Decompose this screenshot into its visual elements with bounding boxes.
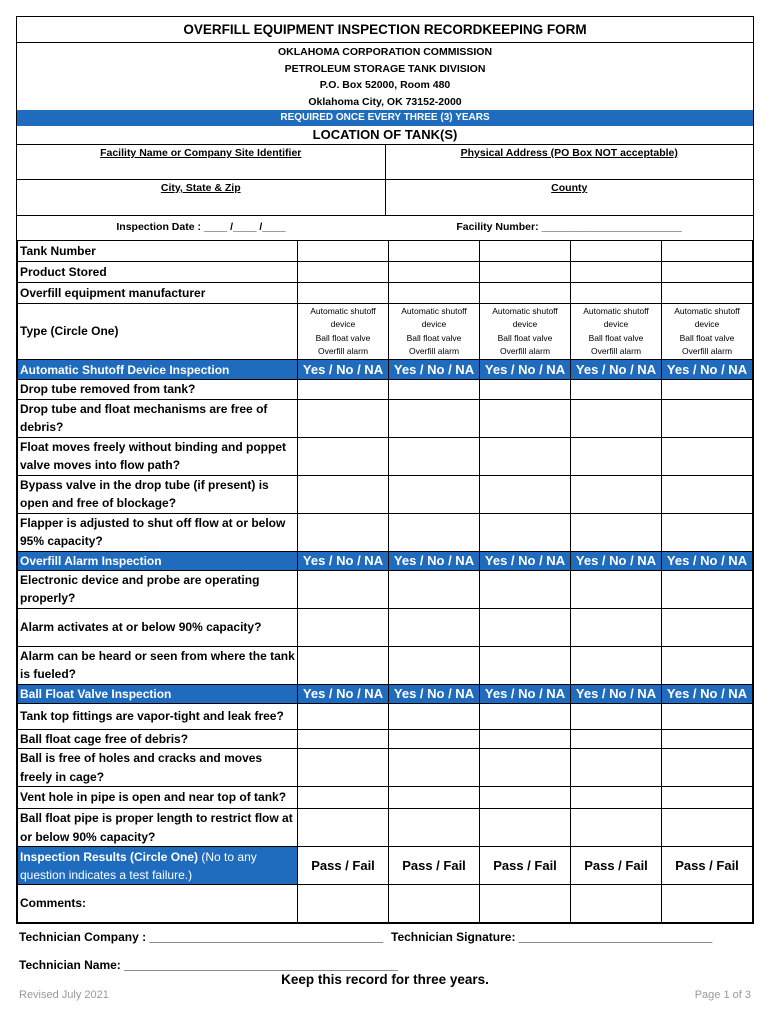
table-row [18, 787, 753, 809]
tank-cell[interactable] [298, 513, 389, 551]
table-row [18, 283, 753, 304]
facility-number-field[interactable]: Facility Number: ________________________ [456, 221, 682, 233]
table-row [18, 551, 753, 570]
tank-number-label: Tank Number [18, 241, 298, 262]
results-title: Inspection Results (Circle One) [20, 849, 199, 864]
ball-float-valve-option[interactable]: Ball float valve [588, 332, 644, 343]
tank-cell[interactable] [298, 241, 389, 262]
tank-cell[interactable] [662, 437, 753, 475]
tank-cell[interactable] [480, 749, 571, 787]
ball-float-valve-option[interactable]: Ball float valve [497, 332, 553, 343]
tank-cell[interactable] [662, 646, 753, 684]
tank-cell[interactable] [389, 787, 480, 809]
tank-cell[interactable] [662, 608, 753, 646]
tank-cell[interactable] [480, 729, 571, 749]
tank-cell[interactable] [480, 646, 571, 684]
table-row [18, 684, 753, 703]
keep-record-note: Keep this record for three years. [281, 972, 489, 987]
tank-cell[interactable] [389, 475, 480, 513]
tank-cell[interactable] [298, 809, 389, 847]
yes-no-na-option[interactable]: Yes / No / NA [662, 684, 753, 703]
table-row [18, 749, 753, 787]
tank-cell[interactable] [571, 885, 662, 923]
org-block [17, 43, 753, 110]
type-options-cell[interactable] [571, 304, 662, 360]
inspection-form [16, 16, 754, 924]
tank-cell[interactable] [389, 283, 480, 304]
tank-cell[interactable] [662, 885, 753, 923]
tank-cell[interactable] [662, 809, 753, 847]
automatic-shutoff-option[interactable]: Automatic shutoff device [674, 305, 740, 329]
table-row [18, 646, 753, 684]
automatic-shutoff-option[interactable]: Automatic shutoff device [310, 305, 376, 329]
org-line: Oklahoma City, OK 73152-2000 [308, 95, 462, 108]
overfill-alarm-section-title: Overfill Alarm Inspection [18, 551, 298, 570]
physical-address-field[interactable]: Physical Address (PO Box NOT acceptable) [385, 145, 754, 179]
inspection-question: Ball float pipe is proper length to restrict flow at or below 90% capacity? [18, 809, 298, 847]
table-row [18, 809, 753, 847]
type-options-cell[interactable] [662, 304, 753, 360]
table-row [18, 241, 753, 262]
tank-cell[interactable] [298, 608, 389, 646]
county-field[interactable]: County [385, 180, 754, 215]
tank-cell[interactable] [662, 283, 753, 304]
automatic-shutoff-option[interactable]: Automatic shutoff device [401, 305, 467, 329]
tank-cell[interactable] [298, 885, 389, 923]
comments-label: Comments: [18, 885, 298, 923]
tank-cell[interactable] [389, 608, 480, 646]
tank-cell[interactable] [571, 703, 662, 729]
technician-company-field[interactable]: Technician Company : ___________________________________ [19, 930, 384, 944]
results-note: (No to any question indicates a test failure.) [20, 849, 257, 882]
tank-cell[interactable] [571, 399, 662, 437]
yes-no-na-option[interactable]: Yes / No / NA [389, 360, 480, 380]
tank-cell[interactable] [571, 380, 662, 400]
tank-cell[interactable] [298, 437, 389, 475]
tank-cell[interactable] [662, 262, 753, 283]
tank-cell[interactable] [480, 513, 571, 551]
tank-cell[interactable] [662, 380, 753, 400]
tank-cell[interactable] [571, 570, 662, 608]
tank-cell[interactable] [480, 437, 571, 475]
pass-fail-option[interactable]: Pass / Fail [571, 847, 662, 885]
yes-no-na-option[interactable]: Yes / No / NA [298, 551, 389, 570]
table-row [18, 885, 753, 923]
tank-cell[interactable] [571, 729, 662, 749]
yes-no-na-option[interactable]: Yes / No / NA [571, 684, 662, 703]
inspection-question: Flapper is adjusted to shut off flow at or below 95% capacity? [18, 513, 298, 551]
tank-cell[interactable] [662, 399, 753, 437]
tank-cell[interactable] [298, 703, 389, 729]
table-row [18, 475, 753, 513]
table-row [18, 380, 753, 400]
manufacturer-label: Overfill equipment manufacturer [18, 283, 298, 304]
inspection-results-label [18, 847, 298, 885]
tank-cell[interactable] [480, 787, 571, 809]
tank-cell[interactable] [298, 475, 389, 513]
tank-cell[interactable] [298, 729, 389, 749]
type-label: Type (Circle One) [18, 304, 298, 360]
info-row-2 [17, 179, 753, 215]
yes-no-na-option[interactable]: Yes / No / NA [571, 551, 662, 570]
ball-float-section-title: Ball Float Valve Inspection [18, 684, 298, 703]
org-line: P.O. Box 52000, Room 480 [319, 79, 451, 91]
overfill-alarm-option[interactable]: Overfill alarm [408, 346, 460, 356]
tank-cell[interactable] [298, 787, 389, 809]
tank-cell[interactable] [298, 646, 389, 684]
yes-no-na-option[interactable]: Yes / No / NA [480, 360, 571, 380]
tank-cell[interactable] [662, 475, 753, 513]
tank-cell[interactable] [389, 262, 480, 283]
ball-float-valve-option[interactable]: Ball float valve [679, 332, 735, 343]
inspection-question: Ball float cage free of debris? [18, 729, 298, 749]
tank-cell[interactable] [298, 380, 389, 400]
tank-cell[interactable] [662, 703, 753, 729]
table-row [18, 729, 753, 749]
tank-cell[interactable] [662, 513, 753, 551]
tank-cell[interactable] [389, 646, 480, 684]
yes-no-na-option[interactable]: Yes / No / NA [662, 360, 753, 380]
table-row [18, 703, 753, 729]
org-line: OKLAHOMA CORPORATION COMMISSION [277, 46, 493, 58]
inspection-question: Ball is free of holes and cracks and moves freely in cage? [18, 749, 298, 787]
automatic-shutoff-option[interactable]: Automatic shutoff device [583, 305, 649, 329]
tank-cell[interactable] [389, 570, 480, 608]
tank-cell[interactable] [298, 749, 389, 787]
tank-cell[interactable] [480, 399, 571, 437]
tank-cell[interactable] [298, 399, 389, 437]
inspection-question: Bypass valve in the drop tube (if present) is open and free of blockage? [18, 475, 298, 513]
inspection-question: Tank top fittings are vapor-tight and leak free? [18, 703, 298, 729]
city-state-zip-field[interactable]: City, State & Zip [160, 182, 241, 194]
required-banner: REQUIRED ONCE EVERY THREE (3) YEARS [17, 110, 753, 126]
technician-signature-field[interactable]: Technician Signature: _____________________________ [391, 930, 713, 944]
info-row-3 [17, 215, 753, 240]
tank-cell[interactable] [389, 809, 480, 847]
tank-cell[interactable] [480, 262, 571, 283]
tank-cell[interactable] [571, 608, 662, 646]
tank-cell[interactable] [480, 241, 571, 262]
type-options-cell[interactable] [298, 304, 389, 360]
page-number: Page 1 of 3 [694, 989, 751, 1001]
tank-cell[interactable] [480, 380, 571, 400]
tank-cell[interactable] [298, 262, 389, 283]
tank-cell[interactable] [571, 475, 662, 513]
type-options-cell[interactable] [389, 304, 480, 360]
yes-no-na-option[interactable]: Yes / No / NA [389, 551, 480, 570]
tank-cell[interactable] [389, 885, 480, 923]
tank-cell[interactable] [480, 475, 571, 513]
table-row [18, 608, 753, 646]
tank-cell[interactable] [662, 749, 753, 787]
revised-date: Revised July 2021 [19, 989, 109, 1001]
tank-cell[interactable] [389, 703, 480, 729]
inspection-table [17, 240, 753, 923]
yes-no-na-option[interactable]: Yes / No / NA [571, 360, 662, 380]
tank-cell[interactable] [662, 729, 753, 749]
tank-cell[interactable] [480, 283, 571, 304]
table-row [18, 847, 753, 885]
tank-cell[interactable] [480, 608, 571, 646]
tank-cell[interactable] [389, 399, 480, 437]
overfill-alarm-option[interactable]: Overfill alarm [681, 346, 733, 356]
yes-no-na-option[interactable]: Yes / No / NA [298, 360, 389, 380]
yes-no-na-option[interactable]: Yes / No / NA [662, 551, 753, 570]
tank-cell[interactable] [571, 241, 662, 262]
pass-fail-option[interactable]: Pass / Fail [389, 847, 480, 885]
ball-float-valve-option[interactable]: Ball float valve [406, 332, 462, 343]
table-row [18, 304, 753, 360]
inspection-question: Alarm activates at or below 90% capacity? [18, 608, 298, 646]
form-title: OVERFILL EQUIPMENT INSPECTION RECORDKEEPING FORM [17, 17, 753, 43]
overfill-alarm-option[interactable]: Overfill alarm [499, 346, 551, 356]
yes-no-na-option[interactable]: Yes / No / NA [480, 551, 571, 570]
tank-cell[interactable] [662, 787, 753, 809]
tank-cell[interactable] [389, 513, 480, 551]
technician-name-field[interactable]: Technician Name: _________________________________________ [19, 958, 398, 972]
facility-name-field[interactable]: Facility Name or Company Site Identifier [100, 147, 302, 159]
tank-cell[interactable] [389, 241, 480, 262]
info-row-1 [17, 144, 753, 179]
tank-cell[interactable] [480, 885, 571, 923]
overfill-alarm-option[interactable]: Overfill alarm [317, 346, 369, 356]
tank-cell[interactable] [389, 437, 480, 475]
inspection-question: Drop tube and float mechanisms are free of debris? [18, 399, 298, 437]
overfill-alarm-option[interactable]: Overfill alarm [590, 346, 642, 356]
pass-fail-option[interactable]: Pass / Fail [662, 847, 753, 885]
tank-cell[interactable] [298, 283, 389, 304]
tank-cell[interactable] [571, 749, 662, 787]
pass-fail-option[interactable]: Pass / Fail [298, 847, 389, 885]
table-row [18, 513, 753, 551]
auto-shutoff-section-title: Automatic Shutoff Device Inspection [18, 360, 298, 380]
org-line: PETROLEUM STORAGE TANK DIVISION [284, 62, 486, 75]
tank-cell[interactable] [571, 809, 662, 847]
tank-cell[interactable] [389, 729, 480, 749]
table-row [18, 570, 753, 608]
inspection-date-field[interactable]: Inspection Date : ____ /____ /____ [116, 221, 286, 233]
type-options-cell[interactable] [480, 304, 571, 360]
tank-cell[interactable] [480, 570, 571, 608]
table-row [18, 399, 753, 437]
yes-no-na-option[interactable]: Yes / No / NA [298, 684, 389, 703]
yes-no-na-option[interactable]: Yes / No / NA [389, 684, 480, 703]
inspection-question: Vent hole in pipe is open and near top of tank? [18, 787, 298, 809]
yes-no-na-option[interactable]: Yes / No / NA [480, 684, 571, 703]
tank-cell[interactable] [389, 380, 480, 400]
tank-cell[interactable] [571, 513, 662, 551]
tank-cell[interactable] [571, 283, 662, 304]
tank-cell[interactable] [389, 749, 480, 787]
inspection-question: Float moves freely without binding and poppet valve moves into flow path? [18, 437, 298, 475]
ball-float-valve-option[interactable]: Ball float valve [315, 332, 371, 343]
tank-cell[interactable] [298, 570, 389, 608]
tank-cell[interactable] [571, 646, 662, 684]
table-row [18, 360, 753, 380]
product-stored-label: Product Stored [18, 262, 298, 283]
inspection-question: Electronic device and probe are operating properly? [18, 570, 298, 608]
tank-cell[interactable] [480, 809, 571, 847]
table-row [18, 437, 753, 475]
inspection-question: Drop tube removed from tank? [18, 380, 298, 400]
tank-cell[interactable] [662, 570, 753, 608]
tank-cell[interactable] [571, 787, 662, 809]
inspection-question: Alarm can be heard or seen from where the tank is fueled? [18, 646, 298, 684]
tank-cell[interactable] [571, 437, 662, 475]
pass-fail-option[interactable]: Pass / Fail [480, 847, 571, 885]
automatic-shutoff-option[interactable]: Automatic shutoff device [492, 305, 558, 329]
tank-cell[interactable] [480, 703, 571, 729]
location-heading: LOCATION OF TANK(S) [312, 127, 458, 142]
table-row [18, 262, 753, 283]
tank-cell[interactable] [662, 241, 753, 262]
tank-cell[interactable] [571, 262, 662, 283]
